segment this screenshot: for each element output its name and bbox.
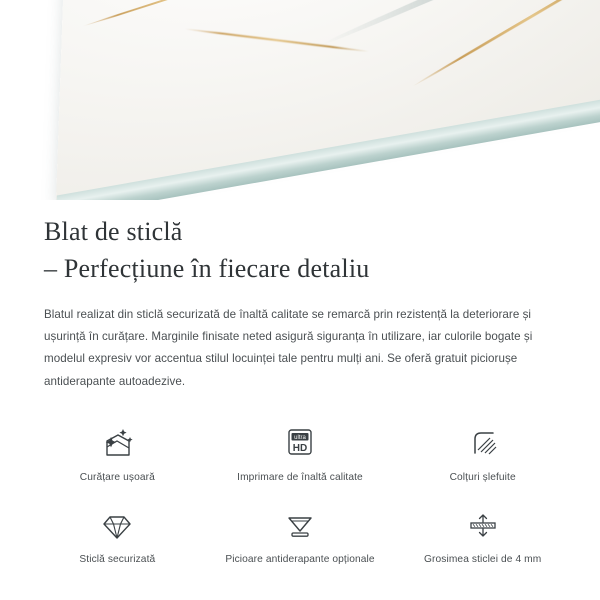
svg-text:HD: HD [292,442,308,454]
hero-image [0,0,600,200]
polished-corners-icon [463,423,503,463]
ultra-hd-icon [280,423,320,463]
feature-print-quality [209,423,392,505]
feature-anti-slip-feet [209,505,392,587]
svg-text:ultra: ultra [294,434,306,441]
diamond-icon [97,505,137,545]
title-line-1: Blat de sticlă [44,217,183,246]
feature-easy-cleaning [26,423,209,505]
title-line-2: – Perfecțiune în fiecare detaliu [44,253,370,283]
anti-slip-feet-icon [280,505,320,545]
feature-label: Picioare antiderapante opționale [225,553,375,565]
feature-label: Curățare ușoară [79,471,155,483]
feature-label: Colțuri șlefuite [449,471,516,483]
thickness-4mm-icon [463,505,503,545]
page-title [44,214,556,288]
text-content [0,200,600,393]
sparkle-cloth-icon [97,423,137,463]
feature-grid [0,423,600,587]
feature-label: Sticlă securizată [79,553,156,565]
feature-tempered-glass [26,505,209,587]
feature-polished-corners [391,423,574,505]
feature-label: Grosimea sticlei de 4 mm [424,553,542,565]
product-description: Blatul realizat din sticlă securizată de înaltă calitate se remarcă prin rezistență la deteriorare și ușurință în curățare. Marginile finisate neted asigură siguranța în utilizare, iar culorile bogate și modelul expresiv vor accentua stilul locuinței tale pentru mulți ani. Se oferă gratuit piciorușe antiderapante autoadezive. [44,307,533,388]
feature-label: Imprimare de înaltă calitate [237,471,363,483]
feature-thickness [391,505,574,587]
